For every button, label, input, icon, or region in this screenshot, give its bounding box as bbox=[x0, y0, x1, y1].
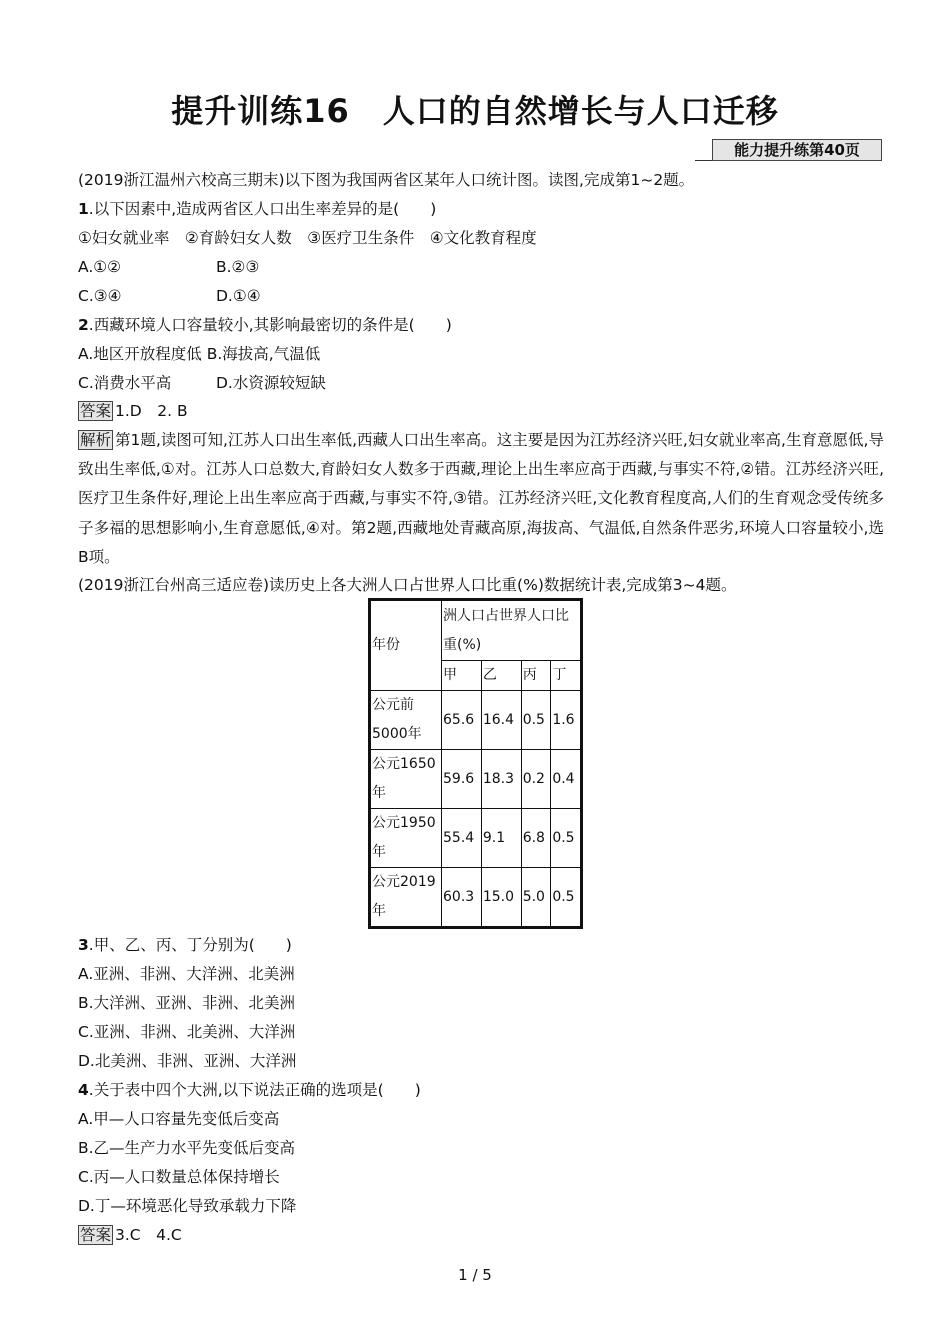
q3-option-c: C.亚洲、非洲、北美洲、大洋洲 bbox=[78, 1023, 296, 1041]
answer-label: 答案 bbox=[80, 402, 112, 420]
value-cell: 18.3 bbox=[481, 750, 521, 809]
q3-option-d: D.北美洲、非洲、亚洲、大洋洲 bbox=[78, 1052, 297, 1070]
question-2-stem: .西藏环境人口容量较小,其影响最密切的条件是( ) bbox=[88, 316, 452, 334]
question-2 bbox=[78, 315, 452, 335]
answer-label: 答案 bbox=[80, 1226, 112, 1244]
analysis-label: 解析 bbox=[80, 431, 112, 449]
page-number: 1 / 5 bbox=[458, 1266, 492, 1284]
table-row bbox=[370, 868, 582, 928]
value-cell: 60.3 bbox=[442, 868, 482, 928]
q3-option-a: A.亚洲、非洲、大洋洲、北美洲 bbox=[78, 965, 295, 983]
question-1-options-ab bbox=[78, 257, 259, 277]
value-cell: 0.5 bbox=[551, 868, 582, 928]
question-1-factors: ①妇女就业率 ②育龄妇女人数 ③医疗卫生条件 ④文化教育程度 bbox=[78, 229, 537, 247]
answer-3-4 bbox=[78, 1225, 182, 1245]
year-cell: 公元2019年 bbox=[370, 868, 442, 928]
question-2-number: 2 bbox=[78, 316, 89, 334]
table-row bbox=[370, 750, 582, 809]
page-reference-tag: 能力提升练第40页 bbox=[712, 139, 882, 161]
q2-option-b: B.海拔高,气温低 bbox=[206, 345, 321, 363]
question-1 bbox=[78, 199, 436, 219]
intro-2: (2019浙江台州高三适应卷)读历史上各大洲人口占世界人口比重(%)数据统计表,完成第3~4题。 bbox=[78, 576, 737, 594]
q3-option-b: B.大洋洲、亚洲、非洲、北美洲 bbox=[78, 994, 296, 1012]
table-row bbox=[370, 809, 582, 868]
page-title: 提升训练16 人口的自然增长与人口迁移 bbox=[171, 92, 779, 130]
question-3 bbox=[78, 935, 292, 955]
value-cell: 15.0 bbox=[481, 868, 521, 928]
year-header: 年份 bbox=[370, 600, 442, 691]
column-header: 乙 bbox=[481, 661, 521, 691]
q1-option-b: B.②③ bbox=[216, 258, 260, 276]
question-4-stem: .关于表中四个大洲,以下说法正确的选项是( ) bbox=[88, 1081, 421, 1099]
value-cell: 0.4 bbox=[551, 750, 582, 809]
year-cell: 公元1950年 bbox=[370, 809, 442, 868]
answer-1-2 bbox=[78, 401, 188, 421]
table-row bbox=[370, 691, 582, 750]
analysis-paragraph bbox=[78, 426, 884, 572]
intro-1: (2019浙江温州六校高三期末)以下图为我国两省区某年人口统计图。读图,完成第1~2题。 bbox=[78, 171, 695, 189]
year-cell: 公元前5000年 bbox=[370, 691, 442, 750]
q4-option-a: A.甲—人口容量先变低后变高 bbox=[78, 1110, 280, 1128]
question-2-options-ab bbox=[78, 344, 320, 364]
share-group-header: 洲人口占世界人口比重(%) bbox=[442, 600, 582, 661]
column-header: 甲 bbox=[442, 661, 482, 691]
question-3-stem: .甲、乙、丙、丁分别为( ) bbox=[88, 936, 292, 954]
value-cell: 5.0 bbox=[521, 868, 551, 928]
q2-option-d: D.水资源较短缺 bbox=[216, 374, 326, 392]
q1-option-c: C.③④ bbox=[78, 287, 122, 305]
value-cell: 16.4 bbox=[481, 691, 521, 750]
year-cell: 公元1650年 bbox=[370, 750, 442, 809]
answer-3-4-text: 3.C 4.C bbox=[115, 1226, 182, 1244]
q4-option-c: C.丙—人口数量总体保持增长 bbox=[78, 1168, 280, 1186]
column-header: 丙 bbox=[521, 661, 551, 691]
analysis-text: 第1题,读图可知,江苏人口出生率低,西藏人口出生率高。这主要是因为江苏经济兴旺,妇女就业率高,生育意愿低,导致出生率低,①对。江苏人口总数大,育龄妇女人数多于西藏,理论上出生率应高于西藏,与事实不符,②错。江苏经济兴旺,医疗卫生条件好,理论上出生率应高于西藏,与事实不符,③错。江苏经济兴旺,文化教育程度高,人们的生育观念受传统多子多福的思想影响小,生育意愿低,④对。第2题,西藏地处青藏高原,海拔高、气温低,自然条件恶劣,环境人口容量较小,选B项。 bbox=[78, 431, 884, 566]
value-cell: 55.4 bbox=[442, 809, 482, 868]
column-header: 丁 bbox=[551, 661, 582, 691]
value-cell: 0.5 bbox=[551, 809, 582, 868]
value-cell: 1.6 bbox=[551, 691, 582, 750]
question-3-number: 3 bbox=[78, 936, 89, 954]
question-2-options-cd bbox=[78, 373, 326, 393]
value-cell: 65.6 bbox=[442, 691, 482, 750]
value-cell: 9.1 bbox=[481, 809, 521, 868]
q1-option-a: A.①② bbox=[78, 258, 122, 276]
question-4-number: 4 bbox=[78, 1081, 89, 1099]
question-1-number: 1 bbox=[78, 200, 89, 218]
q4-option-d: D.丁—环境恶化导致承载力下降 bbox=[78, 1197, 297, 1215]
q2-option-c: C.消费水平高 bbox=[78, 374, 172, 392]
q4-option-b: B.乙—生产力水平先变低后变高 bbox=[78, 1139, 296, 1157]
q1-option-d: D.①④ bbox=[216, 287, 261, 305]
value-cell: 0.2 bbox=[521, 750, 551, 809]
question-4 bbox=[78, 1080, 421, 1100]
question-1-stem: .以下因素中,造成两省区人口出生率差异的是( ) bbox=[88, 200, 437, 218]
value-cell: 6.8 bbox=[521, 809, 551, 868]
question-1-options-cd bbox=[78, 286, 261, 306]
answer-1-2-text: 1.D 2. B bbox=[115, 402, 188, 420]
value-cell: 59.6 bbox=[442, 750, 482, 809]
value-cell: 0.5 bbox=[521, 691, 551, 750]
q2-option-a: A.地区开放程度低 bbox=[78, 345, 202, 363]
population-share-table bbox=[368, 598, 583, 929]
